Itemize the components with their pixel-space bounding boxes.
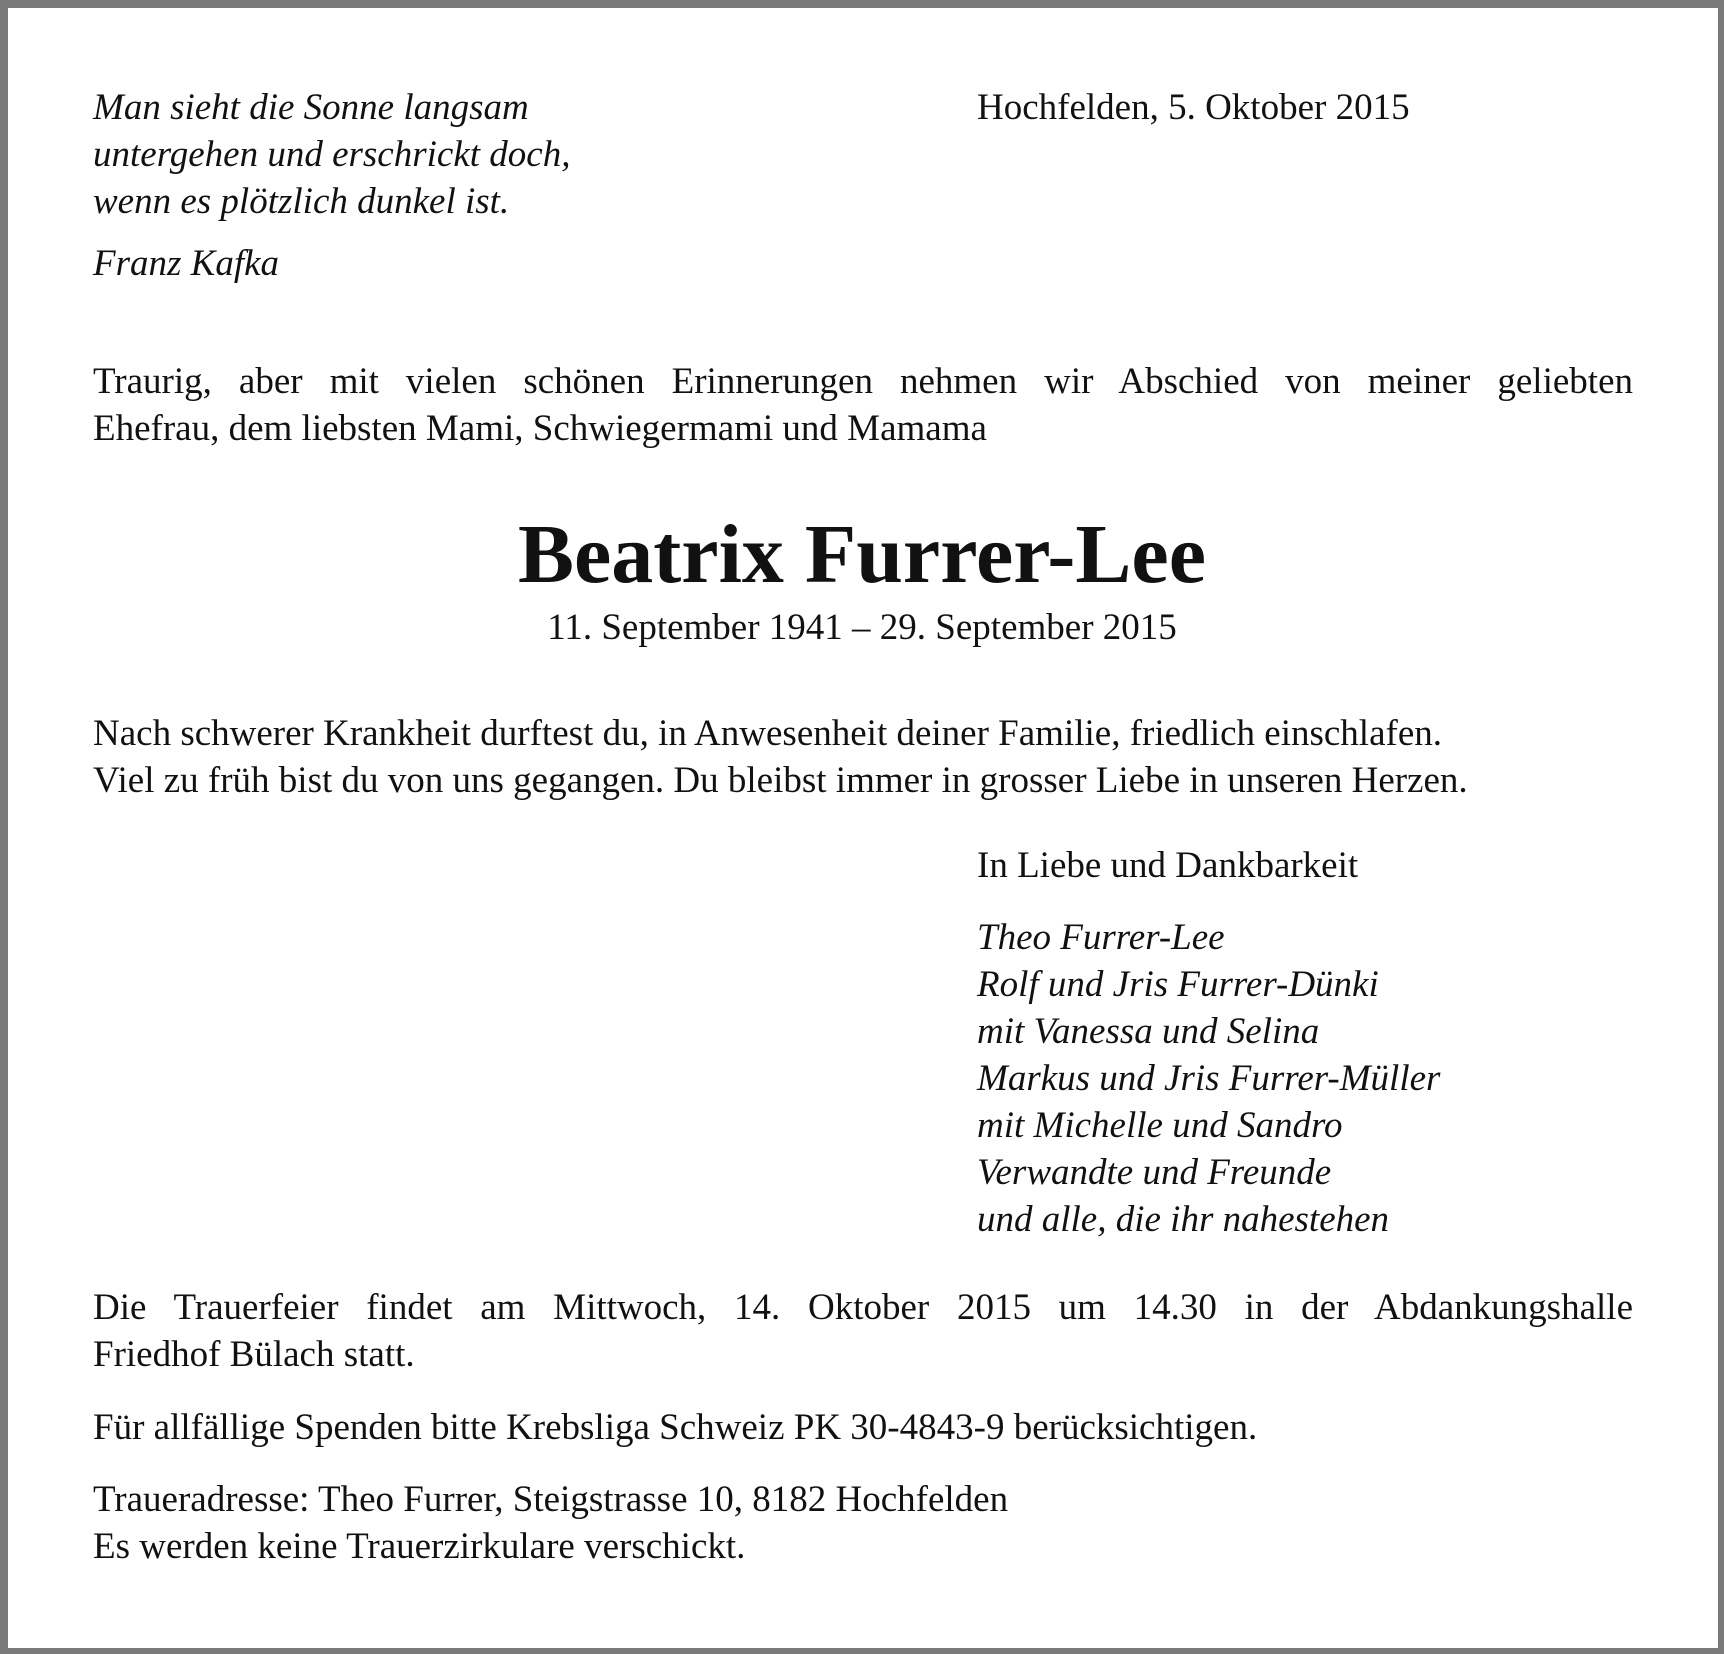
mourner-entry: Theo Furrer-Lee bbox=[977, 917, 1225, 958]
quote-author: Franz Kafka bbox=[93, 243, 280, 284]
passing-text bbox=[93, 710, 1468, 804]
deceased-name: Beatrix Furrer-Lee bbox=[518, 508, 1206, 601]
quote-line: untergehen und erschrickt doch, bbox=[93, 134, 571, 175]
place-date: Hochfelden, 5. Oktober 2015 bbox=[977, 87, 1410, 128]
passing-line: Viel zu früh bist du von uns gegangen. Du bleibst immer in grosser Liebe in unseren Herzen. bbox=[93, 760, 1468, 801]
mourner-entry: mit Vanessa und Selina bbox=[977, 1011, 1320, 1052]
mourner-entry: Markus und Jris Furrer-Müller bbox=[977, 1058, 1441, 1099]
ceremony-line: Friedhof Bülach statt. bbox=[93, 1334, 415, 1375]
address-line: Es werden keine Trauerzirkulare verschickt. bbox=[93, 1526, 746, 1567]
donation-info: Für allfällige Spenden bitte Krebsliga Schweiz PK 30-4843-9 berücksichtigen. bbox=[93, 1407, 1258, 1448]
ceremony-line: Die Trauerfeier findet am Mittwoch, 14. Oktober 2015 um 14.30 in der Abdankungshalle bbox=[93, 1287, 1633, 1328]
address-line: Traueradresse: Theo Furrer, Steigstrasse 10, 8182 Hochfelden bbox=[93, 1479, 1009, 1520]
quote bbox=[93, 84, 570, 225]
life-dates: 11. September 1941 – 29. September 2015 bbox=[547, 607, 1177, 648]
quote-line: wenn es plötzlich dunkel ist. bbox=[93, 181, 510, 222]
intro-line: Ehefrau, dem liebsten Mami, Schwiegermami und Mamama bbox=[93, 408, 987, 449]
ceremony-info bbox=[93, 1284, 1633, 1378]
mourner-entry: und alle, die ihr nahestehen bbox=[977, 1199, 1390, 1240]
intro-text bbox=[93, 358, 1633, 452]
quote-line: Man sieht die Sonne langsam bbox=[93, 87, 529, 128]
mourner-entry: Rolf und Jris Furrer-Dünki bbox=[977, 964, 1379, 1005]
intro-line: Traurig, aber mit vielen schönen Erinnerungen nehmen wir Abschied von meiner geliebten bbox=[93, 361, 1633, 402]
mourners-list bbox=[977, 914, 1440, 1243]
mourning-address bbox=[93, 1476, 1008, 1570]
passing-line: Nach schwerer Krankheit durftest du, in Anwesenheit deiner Familie, friedlich einschlafen. bbox=[93, 713, 1443, 754]
closing-greeting: In Liebe und Dankbarkeit bbox=[977, 845, 1359, 886]
mourner-entry: Verwandte und Freunde bbox=[977, 1152, 1332, 1193]
mourner-entry: mit Michelle und Sandro bbox=[977, 1105, 1343, 1146]
